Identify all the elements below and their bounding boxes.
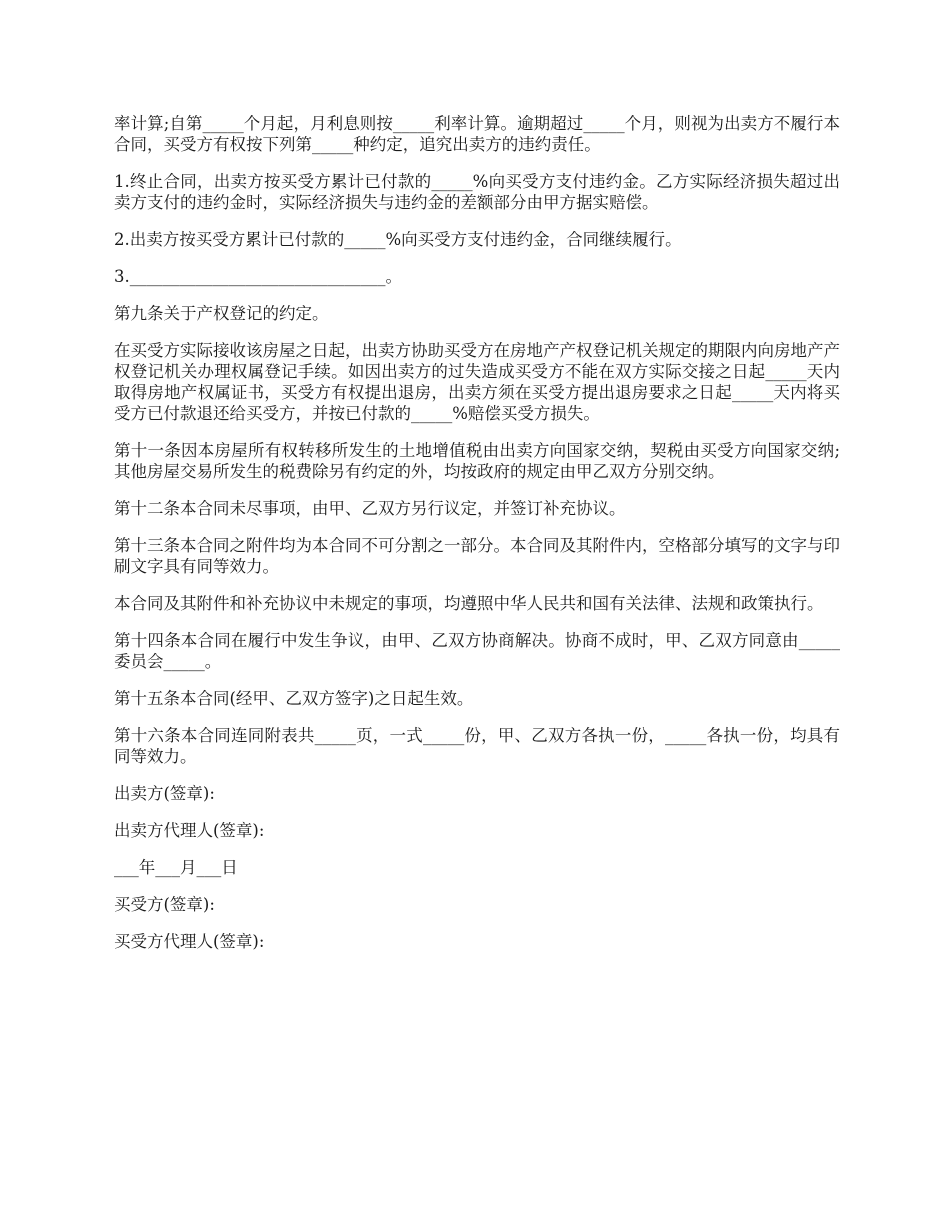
article-13-attachments: 第十三条本合同之附件均为本合同不可分割之一部分。本合同及其附件内，空格部分填写的文字与印刷文字具有同等效力。 xyxy=(114,536,840,576)
paragraph-applicable-law: 本合同及其附件和补充协议中未规定的事项，均遵照中华人民共和国有关法律、法规和政策执行。 xyxy=(114,594,824,613)
paragraph-option-1-terminate: 1.终止合同，出卖方按买受方累计已付款的_____%向买受方支付违约金。乙方实际经济损失超过出卖方支付的违约金时，实际经济损失与违约金的差额部分由甲方据实赔偿。 xyxy=(114,172,840,212)
date-line: ___年___月___日 xyxy=(114,858,238,877)
article-11-taxes: 第十一条因本房屋所有权转移所发生的土地增值税由出卖方向国家交纳，契税由买受方向国家交纳;其他房屋交易所发生的税费除另有约定的外，均按政府的规定由甲乙双方分别交纳。 xyxy=(114,441,840,481)
paragraph-interest-terms: 率计算;自第_____个月起，月利息则按_____利率计算。逾期超过_____个月，则视为出卖方不履行本合同，买受方有权按下列第_____种约定，追究出卖方的违约责任。 xyxy=(114,114,840,154)
buyer-signature-line: 买受方(签章): xyxy=(114,895,215,914)
paragraph-option-2-continue: 2.出卖方按买受方累计已付款的_____%向买受方支付违约金，合同继续履行。 xyxy=(114,230,682,249)
article-14-disputes: 第十四条本合同在履行中发生争议，由甲、乙双方协商解决。协商不成时，甲、乙双方同意由_____委员会_____。 xyxy=(114,631,840,671)
article-12-supplementary: 第十二条本合同未尽事项，由甲、乙双方另行议定，并签订补充协议。 xyxy=(114,499,626,518)
paragraph-option-3-blank: 3._______________________________。 xyxy=(114,267,402,286)
seller-agent-signature-line: 出卖方代理人(签章): xyxy=(114,821,265,840)
document-body xyxy=(114,113,840,968)
buyer-agent-signature-line: 买受方代理人(签章): xyxy=(114,932,265,951)
article-9-heading: 第九条关于产权登记的约定。 xyxy=(114,304,329,323)
article-15-effective: 第十五条本合同(经甲、乙双方签字)之日起生效。 xyxy=(114,689,474,708)
article-16-copies: 第十六条本合同连同附表共_____页，一式_____份，甲、乙双方各执一份，_____各执一份，均具有同等效力。 xyxy=(114,726,840,766)
seller-signature-line: 出卖方(签章): xyxy=(114,784,215,803)
paragraph-property-registration: 在买受方实际接收该房屋之日起，出卖方协助买受方在房地产产权登记机关规定的期限内向房地产产权登记机关办理权属登记手续。如因出卖方的过失造成买受方不能在双方实际交接之日起_____天内取得房地产权属证书，买受方有权提出退房，出卖方须在买受方提出退房要求之日起_____天内将买受方已付款退还给买受方，并按已付款的_____%赔偿买受方损失。 xyxy=(114,341,840,423)
